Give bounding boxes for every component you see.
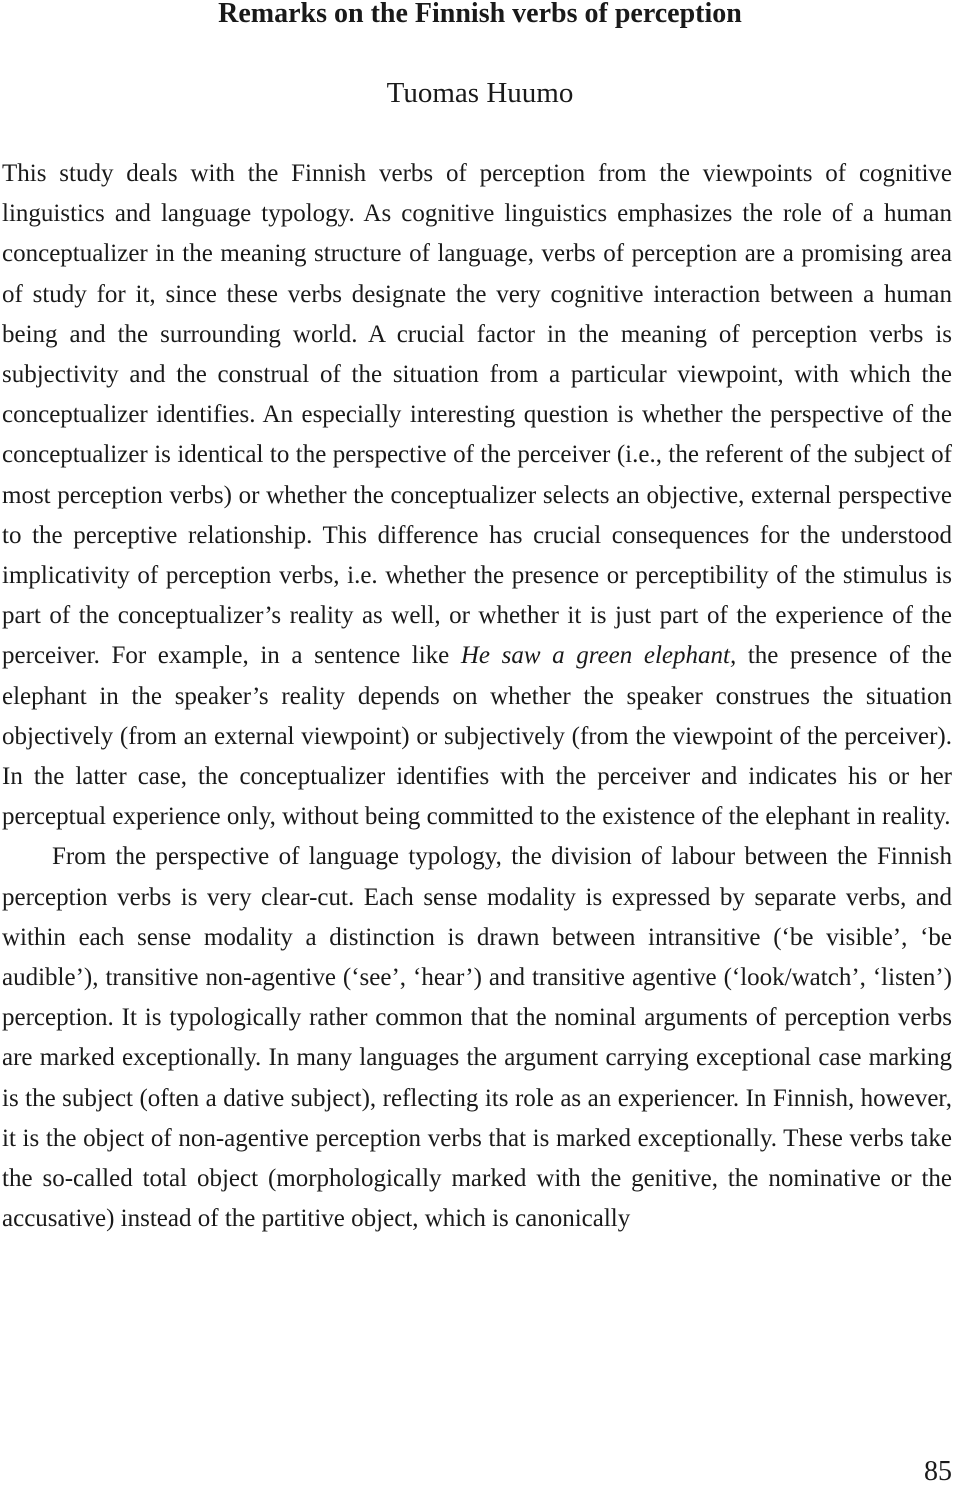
paragraph-1-text-a: This study deals with the Finnish verbs of perception from the viewpoints of cognitive linguistics and language typology. As cognitive linguistics emphasizes the role of a human conceptualizer in the meaning structure of language, verbs of perception are a promising area of study for it, since these verbs designate the very cognitive interaction between a human being and the surrounding world. A crucial factor in the meaning of perception verbs is subjectivity and the construal of the situation from a particular viewpoint, with which the conceptualizer identifies. An especially interesting question is whether the perspective of the conceptualizer is identical to the perspective of the perceiver (i.e., the referent of the subject of most perception verbs) or whether the conceptualizer selects an objective, external perspective to the perceptive relationship. This difference has crucial consequences for the understood implicativity of perception verbs, i.e. whether the presence or perceptibility of the stimulus is part of the conceptualizer’s reality as well, or whether it is just part of the experience of the perceiver. For example, in a sentence like (2, 160, 952, 670)
page-number: 85 (924, 1456, 952, 1487)
paper-title: Remarks on the Finnish verbs of perception (218, 0, 742, 29)
paragraph-1-text-b: the presence of the elephant in the speaker’s reality depends on whether the speaker construes the situation objectively (from an external viewpoint) or subjectively (from the viewpoint of the perceiver). In the latter case, the conceptualizer identifies with the perceiver and indicates his or her perceptual experience only, without being committed to the existence of the elephant in reality. (2, 642, 952, 831)
paragraph-2: From the perspective of language typology, the division of labour between the Finnish perception verbs is very clear-cut. Each sense modality is expressed by separate verbs, and within each sense modality a distinction is drawn between intransitive (‘be visible’, ‘be audible’), transitive non-agentive (‘see’, ‘hear’) and transitive agentive (‘look/watch’, ‘listen’) perception. It is typologically rather common that the nominal arguments of perception verbs are marked exceptionally. In many languages the argument carrying exceptional case marking is the subject (often a dative subject), reflecting its role as an experiencer. In Finnish, however, it is the object of non-agentive perception verbs that is marked exceptionally. These verbs take the so-called total object (morphologically marked with the genitive, the nominative or the accusative) instead of the partitive object, which is canonically (2, 843, 952, 1233)
paragraph-1 (2, 154, 952, 837)
example-sentence: He saw a green elephant, (460, 642, 737, 670)
author-name: Tuomas Huumo (386, 77, 574, 109)
body-text (2, 154, 952, 1239)
